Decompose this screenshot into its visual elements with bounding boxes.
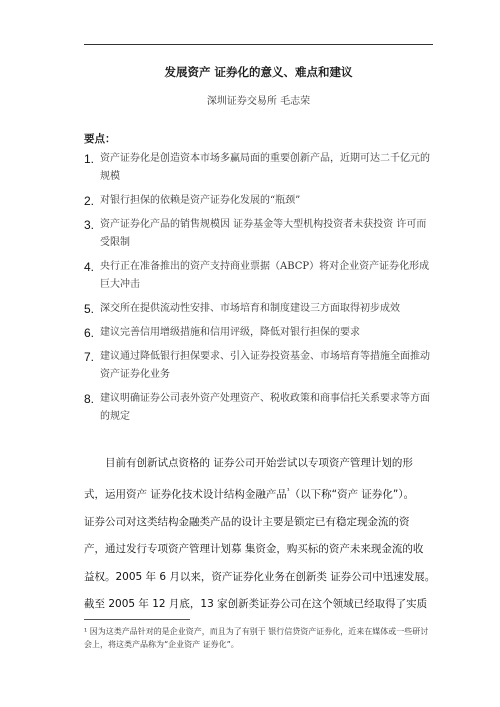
body-line: 目前有创新试点资格的 证券公司开始尝试以专项资产管理计划的形	[105, 457, 413, 469]
key-point-number: 6.	[84, 326, 95, 340]
key-point-text: 深交所在提供流动性安排、市场培育和制度建设三方面取得初步成效	[100, 303, 400, 314]
key-point-number: 3.	[84, 218, 95, 232]
key-point	[84, 390, 436, 426]
key-point-number: 7.	[84, 350, 95, 364]
key-point	[84, 258, 436, 294]
footnote-rule	[84, 619, 190, 620]
key-point	[84, 324, 436, 342]
footnote-marker[interactable]: ¹	[286, 486, 290, 495]
key-point-number: 2.	[84, 194, 95, 208]
key-point	[84, 192, 436, 210]
body-line-segment: （以下称“资产 证券化”）。	[289, 488, 415, 500]
key-point-text: 建议明确证券公司表外资产处理资产、税收政策和商事信托关系要求等方面的规定	[100, 393, 430, 422]
body-paragraph	[84, 450, 436, 619]
key-point-text: 建议通过降低银行担保要求、引入证券投资基金、市场培育等措施全面推动资产证券化业务	[100, 351, 430, 380]
key-points-list	[84, 150, 436, 432]
body-line-segment: 式，运用资产 证券化技术设计结构金融产品	[84, 488, 287, 500]
body-line: 益权。2005 年 6 月以来，资产证券化业务在创新类 证券公司中迅速发展。	[84, 570, 436, 583]
key-point	[84, 348, 436, 384]
body-line	[84, 478, 436, 509]
body-line: 证券公司对这类结构金融类产品的设计主要是锁定已有稳定现金流的资	[84, 515, 410, 528]
key-point	[84, 150, 436, 186]
body-line: 产，通过发行专项资产管理计划募 集资金，购买标的资产未来现金流的收	[84, 543, 424, 555]
key-points-heading: 要点：	[84, 133, 116, 145]
key-point-text: 建议完善信用增级措施和信用评级，降低对银行担保的要求	[100, 327, 360, 338]
key-point-number: 1.	[84, 152, 95, 166]
document-title: 发展资产 证券化的意义、难点和建议	[164, 65, 353, 79]
footnote: ¹ 因为这类产品针对的是企业资产，而且为了有别于 银行信贷资产证券化，近来在媒体或一些研讨会上，将这类产品称为“企业资产 证券化”。	[84, 627, 429, 649]
key-point-number: 8.	[84, 392, 95, 406]
key-point	[84, 216, 436, 252]
key-point-text: 资产证券化是创造资本市场多赢局面的重要创新产品，近期可达二千亿元的规模	[100, 153, 430, 182]
header-rule	[84, 44, 433, 45]
key-point-number: 5.	[84, 302, 95, 316]
key-point	[84, 300, 436, 318]
key-point-text: 对银行担保的依赖是资产证券化发展的“瓶颈”	[100, 195, 301, 206]
key-point-text: 央行正在准备推出的资产支持商业票据（ABCP）将对企业资产证券化形成巨大冲击	[100, 261, 430, 290]
body-line: 截至 2005 年 12 月底，13 家创新类证券公司在这个领域已经取得了实质	[84, 598, 428, 610]
document-author: 深圳证券交易所 毛志荣	[206, 96, 311, 107]
key-point-number: 4.	[84, 260, 95, 274]
key-point-text: 资产证券化产品的销售规模因 证券基金等大型机构投资者未获投资 许可而受限制	[100, 219, 427, 248]
